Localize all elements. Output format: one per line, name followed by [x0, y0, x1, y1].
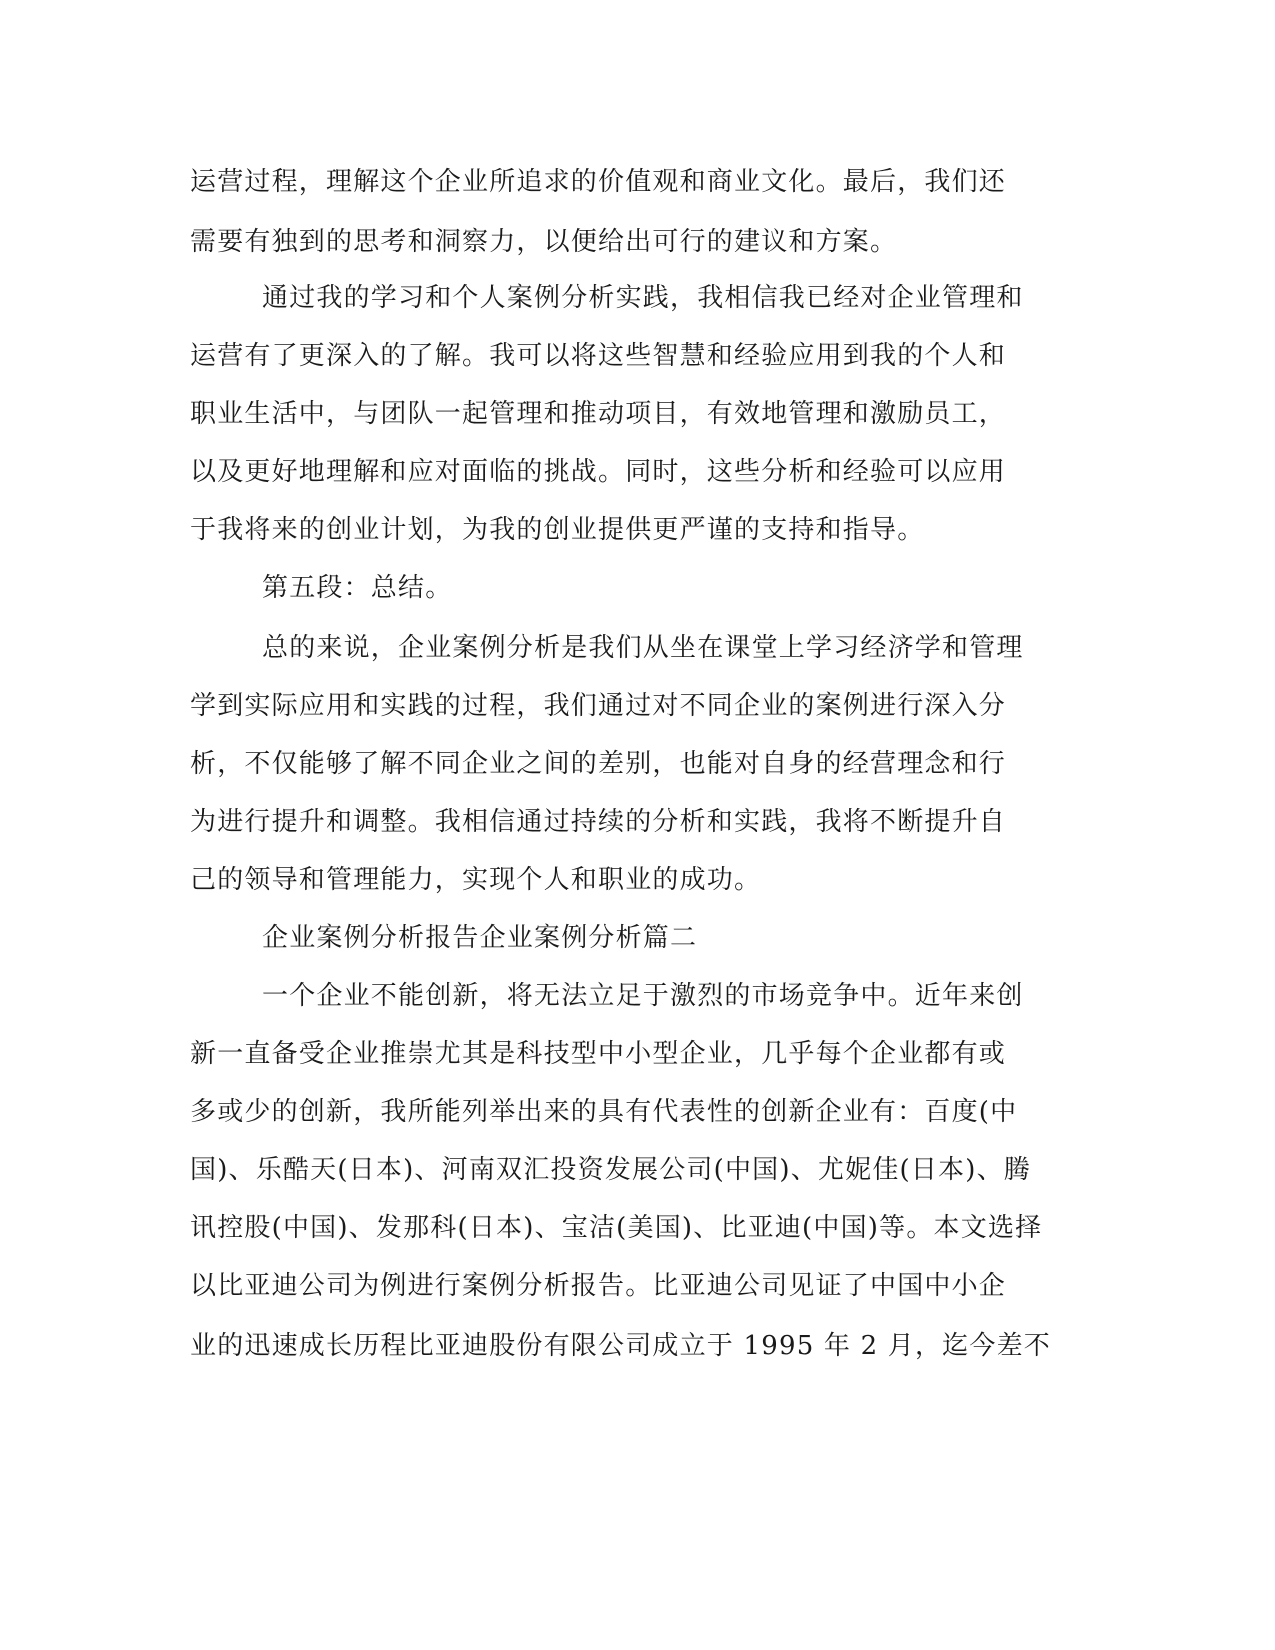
text-line: 国)、乐酷天(日本)、河南双汇投资发展公司(中国)、尤妮佳(日本)、腾	[190, 1155, 1032, 1185]
text-line: 为进行提升和调整。我相信通过持续的分析和实践，我将不断提升自	[190, 807, 1007, 837]
section-heading: 企业案例分析报告企业案例分析篇二	[262, 923, 698, 953]
text-line: 通过我的学习和个人案例分析实践，我相信我已经对企业管理和	[262, 283, 1024, 313]
text-line: 多或少的创新，我所能列举出来的具有代表性的创新企业有：百度(中	[190, 1097, 1018, 1127]
text-line: 一个企业不能创新，将无法立足于激烈的市场竞争中。近年来创	[262, 981, 1024, 1011]
text-line: 业的迅速成长历程比亚迪股份有限公司成立于 1995 年 2 月，迄今差不	[190, 1331, 1051, 1361]
text-line: 析，不仅能够了解不同企业之间的差别，也能对自身的经营理念和行	[190, 749, 1007, 779]
text-line: 以及更好地理解和应对面临的挑战。同时，这些分析和经验可以应用	[190, 457, 1007, 487]
text-line: 以比亚迪公司为例进行案例分析报告。比亚迪公司见证了中国中小企	[190, 1271, 1007, 1301]
text-line: 总的来说，企业案例分析是我们从坐在课堂上学习经济学和管理	[262, 633, 1024, 663]
text-line: 己的领导和管理能力，实现个人和职业的成功。	[190, 865, 762, 895]
text-line: 于我将来的创业计划，为我的创业提供更严谨的支持和指导。	[190, 515, 925, 545]
text-line: 运营过程，理解这个企业所追求的价值观和商业文化。最后，我们还	[190, 167, 1007, 197]
text-line: 学到实际应用和实践的过程，我们通过对不同企业的案例进行深入分	[190, 691, 1007, 721]
text-line: 职业生活中，与团队一起管理和推动项目，有效地管理和激励员工，	[190, 399, 1007, 429]
section-heading: 第五段：总结。	[262, 573, 453, 603]
text-line: 讯控股(中国)、发那科(日本)、宝洁(美国)、比亚迪(中国)等。本文选择	[190, 1213, 1043, 1243]
text-line: 新一直备受企业推崇尤其是科技型中小型企业，几乎每个企业都有或	[190, 1039, 1007, 1069]
text-line: 需要有独到的思考和洞察力，以便给出可行的建议和方案。	[190, 227, 898, 257]
text-line: 运营有了更深入的了解。我可以将这些智慧和经验应用到我的个人和	[190, 341, 1007, 371]
